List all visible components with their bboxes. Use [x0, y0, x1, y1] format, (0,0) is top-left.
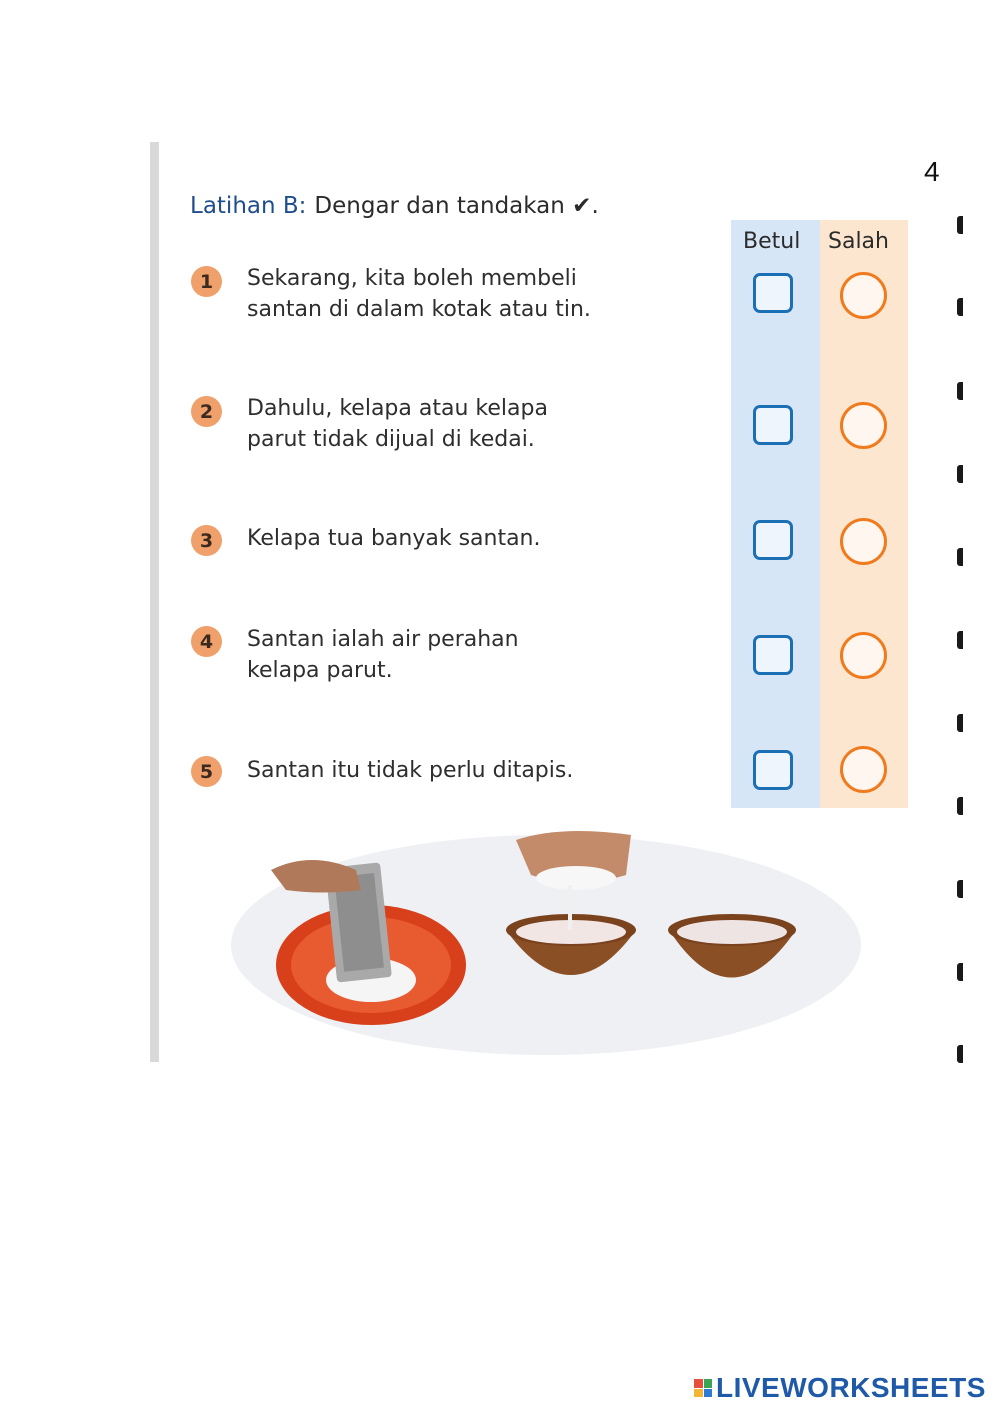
page-edge-shadow	[150, 142, 159, 1062]
question-number-badge: 1	[191, 266, 222, 297]
binder-hole-mark	[957, 382, 963, 400]
binder-hole-mark	[957, 631, 963, 649]
brand-name: LIVEWORKSHEETS	[716, 1372, 986, 1403]
betul-checkbox-3[interactable]	[753, 520, 793, 560]
question-line: Santan ialah air perahan	[247, 627, 519, 652]
question-line: Kelapa tua banyak santan.	[247, 526, 541, 551]
question-text	[247, 393, 687, 455]
betul-checkbox-2[interactable]	[753, 405, 793, 445]
question-number-badge: 2	[191, 396, 222, 427]
question-line: parut tidak dijual di kedai.	[247, 427, 535, 452]
salah-radio-5[interactable]	[840, 746, 887, 793]
exercise-label: Latihan B:	[190, 193, 307, 219]
question-number-badge: 5	[191, 756, 222, 787]
betul-checkbox-4[interactable]	[753, 635, 793, 675]
question-text	[247, 523, 687, 554]
salah-header: Salah	[828, 229, 889, 254]
binder-hole-mark	[957, 298, 963, 316]
question-number-badge: 4	[191, 626, 222, 657]
question-text	[247, 755, 687, 786]
binder-hole-mark	[957, 963, 963, 981]
binder-hole-mark	[957, 465, 963, 483]
salah-radio-1[interactable]	[840, 272, 887, 319]
salah-radio-2[interactable]	[840, 402, 887, 449]
liveworksheets-logo-icon	[694, 1379, 712, 1397]
question-line: kelapa parut.	[247, 658, 393, 683]
question-text	[247, 624, 687, 686]
question-number-badge: 3	[191, 525, 222, 556]
binder-hole-mark	[957, 714, 963, 732]
question-line: Dahulu, kelapa atau kelapa	[247, 396, 548, 421]
question-line: santan di dalam kotak atau tin.	[247, 297, 591, 322]
page-number: 4	[924, 156, 940, 187]
binder-hole-mark	[957, 216, 963, 234]
binder-hole-mark	[957, 548, 963, 566]
liveworksheets-brand	[694, 1371, 986, 1405]
question-text	[247, 263, 687, 325]
betul-header: Betul	[743, 229, 801, 254]
question-line: Santan itu tidak perlu ditapis.	[247, 758, 574, 783]
salah-radio-3[interactable]	[840, 518, 887, 565]
exercise-instruction: Dengar dan tandakan ✔.	[314, 193, 599, 219]
binder-hole-mark	[957, 1045, 963, 1063]
binder-hole-mark	[957, 880, 963, 898]
betul-checkbox-5[interactable]	[753, 750, 793, 790]
salah-radio-4[interactable]	[840, 632, 887, 679]
betul-checkbox-1[interactable]	[753, 273, 793, 313]
coconut-milk-illustration	[231, 830, 861, 1055]
question-line: Sekarang, kita boleh membeli	[247, 266, 577, 291]
exercise-title	[190, 193, 599, 219]
binder-hole-mark	[957, 797, 963, 815]
